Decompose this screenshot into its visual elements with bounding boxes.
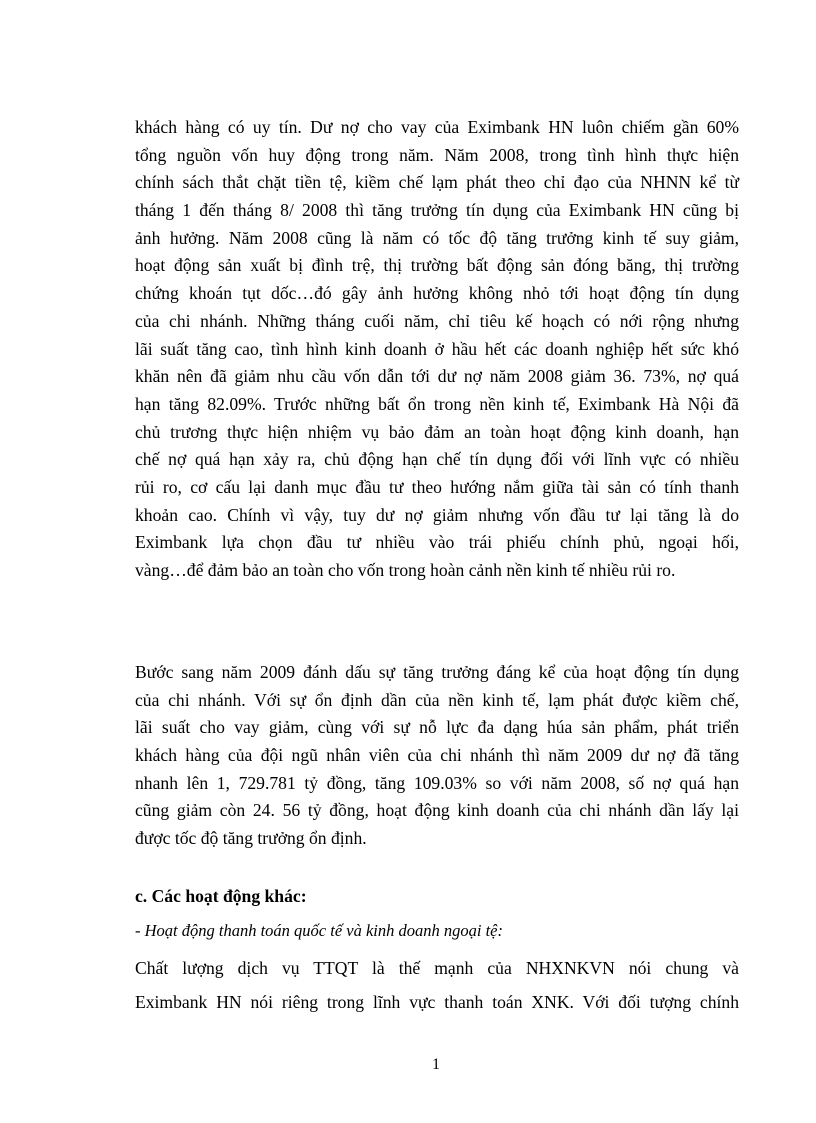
section-heading: c. Các hoạt động khác:	[135, 886, 307, 906]
text-line: hoạt động sản xuất bị đình trệ, thị trường bất động sản đóng băng, thị trường	[135, 255, 739, 276]
section-subheading: - Hoạt động thanh toán quốc tế và kinh doanh ngoại tệ:	[135, 921, 503, 940]
text-line: được tốc độ tăng trưởng ổn định.	[135, 828, 367, 849]
paragraph-credit-2009	[135, 659, 739, 853]
text-line: của chi nhánh. Những tháng cuối năm, chỉ tiêu kế hoạch có nới rộng nhưng	[135, 310, 739, 331]
text-line: lãi suất tăng cao, tình hình kinh doanh ở hầu hết các doanh nghiệp hết sức khó	[135, 338, 739, 359]
paragraph-international-payment	[135, 951, 739, 1019]
text-line: chế nợ quá hạn xảy ra, chủ động hạn chế tín dụng đối với lĩnh vực có nhiều	[135, 449, 739, 470]
text-line: cũng giảm còn 24. 56 tỷ đồng, hoạt động kinh doanh của chi nhánh dần lấy lại	[135, 800, 739, 821]
text-line: Chất lượng dịch vụ TTQT là thế mạnh của NHXNKVN nói chung và	[135, 958, 739, 978]
text-line: chứng khoán tụt dốc…đó gây ảnh hưởng không nhỏ tới hoạt động tín dụng	[135, 283, 739, 304]
text-line: Eximbank HN nói riêng trong lĩnh vực thanh toán XNK. Với đối tượng chính	[135, 992, 739, 1012]
text-line: rủi ro, cơ cấu lại danh mục đầu tư theo hướng nắm giữa tài sản có tính thanh	[135, 476, 739, 497]
text-line: chủ trương thực hiện nhiệm vụ bảo đảm an toàn hoạt động kinh doanh, hạn	[135, 421, 739, 442]
text-line: ảnh hưởng. Năm 2008 cũng là năm có tốc độ tăng trưởng kinh tế suy giảm,	[135, 227, 739, 248]
text-line: Eximbank lựa chọn đầu tư nhiều vào trái phiếu chính phủ, ngoại hối,	[135, 532, 739, 553]
text-line: khách hàng của đội ngũ nhân viên của chi nhánh thì năm 2009 dư nợ đã tăng	[135, 745, 739, 766]
text-line: vàng…để đảm bảo an toàn cho vốn trong hoàn cảnh nền kinh tế nhiều rủi ro.	[135, 560, 676, 580]
text-line: khoản cao. Chính vì vậy, tuy dư nợ giảm nhưng vốn đầu tư lại tăng là do	[135, 504, 739, 525]
text-line: lãi suất cho vay giảm, cùng với sự nỗ lực đa dạng húa sản phẩm, phát triển	[135, 717, 739, 738]
text-line: tổng nguồn vốn huy động trong năm. Năm 2008, trong tình hình thực hiện	[135, 144, 739, 165]
text-line: khăn nên đã giảm nhu cầu vốn dẫn tới dư nợ năm 2008 giảm 36. 73%, nợ quá	[135, 366, 739, 387]
page-number: 1	[432, 1056, 440, 1073]
text-line: của chi nhánh. Với sự ổn định dần của nền kinh tế, lạm phát được kiềm chế,	[135, 689, 739, 710]
text-line: Bước sang năm 2009 đánh dấu sự tăng trưởng đáng kể của hoạt động tín dụng	[135, 662, 739, 682]
paragraph-credit-2008	[135, 114, 739, 585]
text-line: khách hàng có uy tín. Dư nợ cho vay của Eximbank HN luôn chiếm gần 60%	[135, 117, 739, 137]
text-line: hạn tăng 82.09%. Trước những bất ổn trong nền kinh tế, Eximbank Hà Nội đã	[135, 393, 739, 414]
text-line: nhanh lên 1, 729.781 tỷ đồng, tăng 109.03% so với năm 2008, số nợ quá hạn	[135, 772, 739, 793]
text-line: tháng 1 đến tháng 8/ 2008 thì tăng trưởng tín dụng của Eximbank HN cũng bị	[135, 200, 739, 221]
text-line: chính sách thắt chặt tiền tệ, kiềm chế lạm phát theo chỉ đạo của NHNN kể từ	[135, 172, 739, 193]
